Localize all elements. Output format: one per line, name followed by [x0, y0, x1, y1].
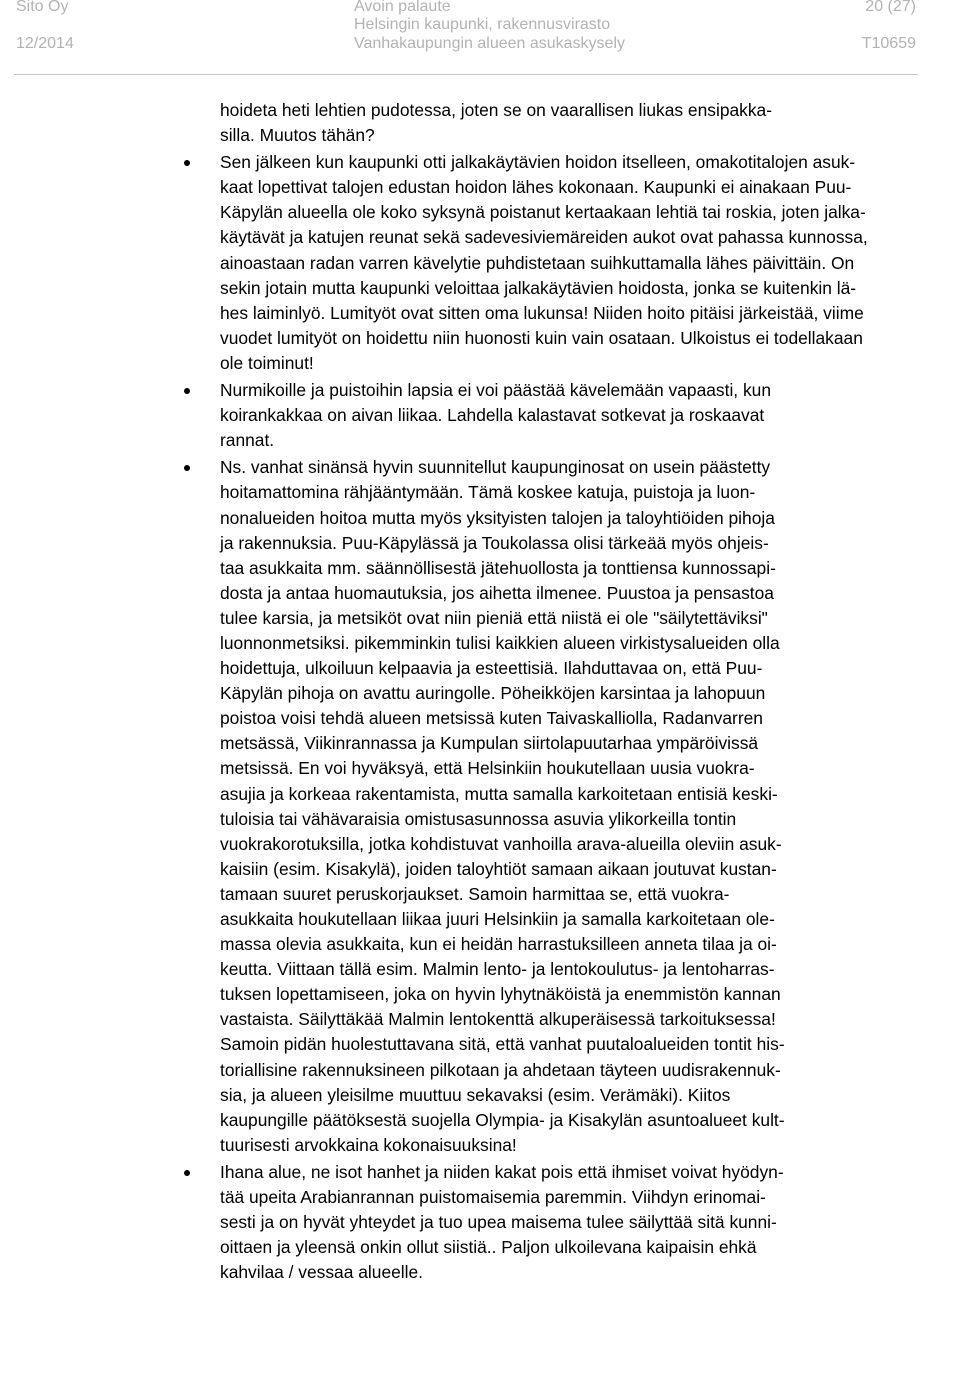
bullet-marker [184, 465, 190, 471]
text-line: asukkaita houkutellaan liikaa juuri Helsinkiin ja samalla karkoitetaan ole- [220, 909, 775, 929]
text-line: Ns. vanhat sinänsä hyvin suunnitellut kaupunginosat on usein päästetty [220, 457, 771, 478]
header-title: Avoin palaute [354, 0, 451, 15]
text-line: kahvilaa / vessaa alueelle. [220, 1262, 424, 1283]
text-line: sekin jotain mutta kaupunki veloittaa jalkakäytävien hoidosta, jonka se kuitenkin lä- [220, 277, 857, 298]
text-line: hes laiminlyö. Lumityöt ovat sitten oma lukunsa! Niiden hoito pitäisi järkeistää, viime [220, 302, 864, 323]
text-line: ja rakennuksia. Puu-Käpylässä ja Toukolassa olisi tärkeää myös ohjeis- [220, 532, 769, 553]
header-page-number: 20 (27) [865, 0, 916, 15]
bullet-marker [184, 160, 190, 166]
text-line: vuodet lumityöt on hoidettu niin huonosti kuin vain osataan. Ulkoistus ei todellakaan [220, 327, 863, 348]
text-line: käytävät ja katujen reunat sekä sadevesiviemäreiden aukot ovat pahassa kunnossa, [220, 227, 868, 248]
text-line: Sen jälkeen kun kaupunki otti jalkakäytävien hoidon itselleen, omakotitalojen asuk- [220, 152, 856, 173]
text-line: hoideta heti lehtien pudotessa, joten se on vaarallisen liukas ensipakka- [220, 100, 773, 120]
text-line: koirankakkaa on aivan liikaa. Lahdella kalastavat sotkevat ja roskaavat [220, 405, 765, 426]
text-line: tuksen lopettamiseen, joka on hyvin lyhytnäköistä ja enemmistön kannan [220, 984, 781, 1005]
header-divider [14, 74, 918, 75]
text-line: kaat lopettivat talojen edustan hoidon lähes kokonaan. Kaupunki ei ainakaan Puu- [220, 177, 852, 198]
text-line: Käpylän pihoja on avattu auringolle. Pöheikköjen karsintaa ja lahopuun [220, 683, 766, 704]
text-line: tulee karsia, ja metsiköt ovat niin pieniä että niistä ei ole "säilytettäviksi" [220, 607, 768, 628]
feedback-content [220, 98, 870, 1285]
header-company: Sito Oy [16, 0, 69, 15]
text-line: sesti ja on hyvät yhteydet ja tuo upea maisema tulee säilyttää sitä kunni- [220, 1212, 777, 1233]
header-project-code: T10659 [861, 35, 916, 52]
text-line: metsässä, Viikinrannassa ja Kumpulan siirtolapuutarhaa ympäröivissä [220, 733, 759, 754]
text-line: silla. Muutos tähän? [220, 125, 375, 146]
text-line: rannat. [220, 430, 275, 451]
text-line: luonnonmetsiksi. pikemminkin tulisi kaikkien alueen virkistysalueiden olla [220, 632, 780, 653]
text-line: ainoastaan radan varren kävelytie puhdistetaan suihkuttamalla lähes päivittäin. On [220, 252, 855, 273]
bullet-item [220, 455, 870, 1158]
text-line: nonalueiden hoitoa mutta myös yksityisten talojen ja taloyhtiöiden pihoja [220, 507, 775, 528]
text-line: massa olevia asukkaita, kun ei heidän harrastuksilleen anneta tilaa ja oi- [220, 934, 777, 955]
text-line: tuurisesti arvokkaina kokonaisuuksina! [220, 1134, 517, 1155]
bullet-item [220, 378, 870, 453]
text-line: metsissä. En voi hyväksyä, että Helsinkiin houkutellaan uusia vuokra- [220, 758, 755, 779]
text-line: asujia ja korkeaa rakentamista, mutta samalla karkoitetaan entisiä keski- [220, 783, 778, 804]
text-line: tää upeita Arabianrannan puistomaisemia paremmin. Viihdyn erinomai- [220, 1187, 766, 1208]
text-line: hoitamattomina rähjääntymään. Tämä koskee katuja, puistoja ja luon- [220, 482, 756, 503]
text-line: Nurmikoille ja puistoihin lapsia ei voi päästää kävelemään vapaasti, kun [220, 380, 772, 401]
text-line: taa asukkaita mm. säännöllisestä jätehuollosta ja tonttiensa kunnossapi- [220, 557, 776, 578]
bullet-item [220, 150, 870, 376]
text-line: vastaista. Säilyttäkää Malmin lentokenttä alkuperäisessä tarkoituksessa! [220, 1009, 776, 1030]
page-header [0, 0, 960, 76]
text-line: Käpylän alueella ole koko syksynä poistanut kertaakaan lehtiä tai roskia, joten jalka- [220, 202, 866, 223]
text-line: kaupungille päätöksestä suojella Olympia- ja Kisakylän asuntoalueet kult- [220, 1109, 785, 1130]
text-line: vuokrakorotuksilla, jotka kohdistuvat vanhoilla arava-alueilla oleviin asuk- [220, 833, 782, 854]
text-line: keutta. Viittaan tällä esim. Malmin lento- ja lentokoulutus- ja lentoharras- [220, 959, 775, 980]
header-client: Helsingin kaupunki, rakennusvirasto [354, 16, 611, 33]
text-line: oittaen ja yleensä onkin ollut siistiä.. Paljon ulkoilevana kaipaisin ehkä [220, 1237, 757, 1258]
text-line: poistoa voisi tehdä alueen metsissä kuten Taivaskalliolla, Radanvarren [220, 708, 763, 729]
text-line: Ihana alue, ne isot hanhet ja niiden kakat pois että ihmiset voivat hyödyn- [220, 1161, 784, 1182]
bullet-marker [184, 388, 190, 394]
text-line: sia, ja alueen yleisilme muuttuu sekavaksi (esim. Verämäki). Kiitos [220, 1084, 731, 1105]
header-survey: Vanhakaupungin alueen asukaskysely [354, 35, 626, 52]
bullet-item [220, 1160, 870, 1285]
text-line: hoidettuja, ulkoiluun kelpaavia ja esteettisiä. Ilahduttavaa on, että Puu- [220, 658, 763, 679]
text-line: ole toiminut! [220, 352, 314, 373]
text-line: dosta ja antaa huomautuksia, jos aihetta ilmenee. Puustoa ja pensastoa [220, 582, 774, 603]
text-line: tamaan suuret peruskorjaukset. Samoin harmittaa se, että vuokra- [220, 883, 730, 904]
text-line: toriallisine rakennuksineen pilkotaan ja ahdetaan täyteen uudisrakennuk- [220, 1059, 781, 1080]
continuation-paragraph [220, 98, 870, 148]
bullet-marker [184, 1170, 190, 1176]
text-line: Samoin pidän huolestuttavana sitä, että vanhat puutaloalueiden tontit his- [220, 1034, 785, 1055]
text-line: tuloisia tai vähävaraisia omistusasunnossa asuvia ylikorkeilla tontin [220, 808, 737, 829]
header-date: 12/2014 [16, 35, 74, 52]
text-line: kaisiin (esim. Kisakylä), joiden taloyhtiöt samaan aikaan joutuvat kustan- [220, 858, 777, 879]
